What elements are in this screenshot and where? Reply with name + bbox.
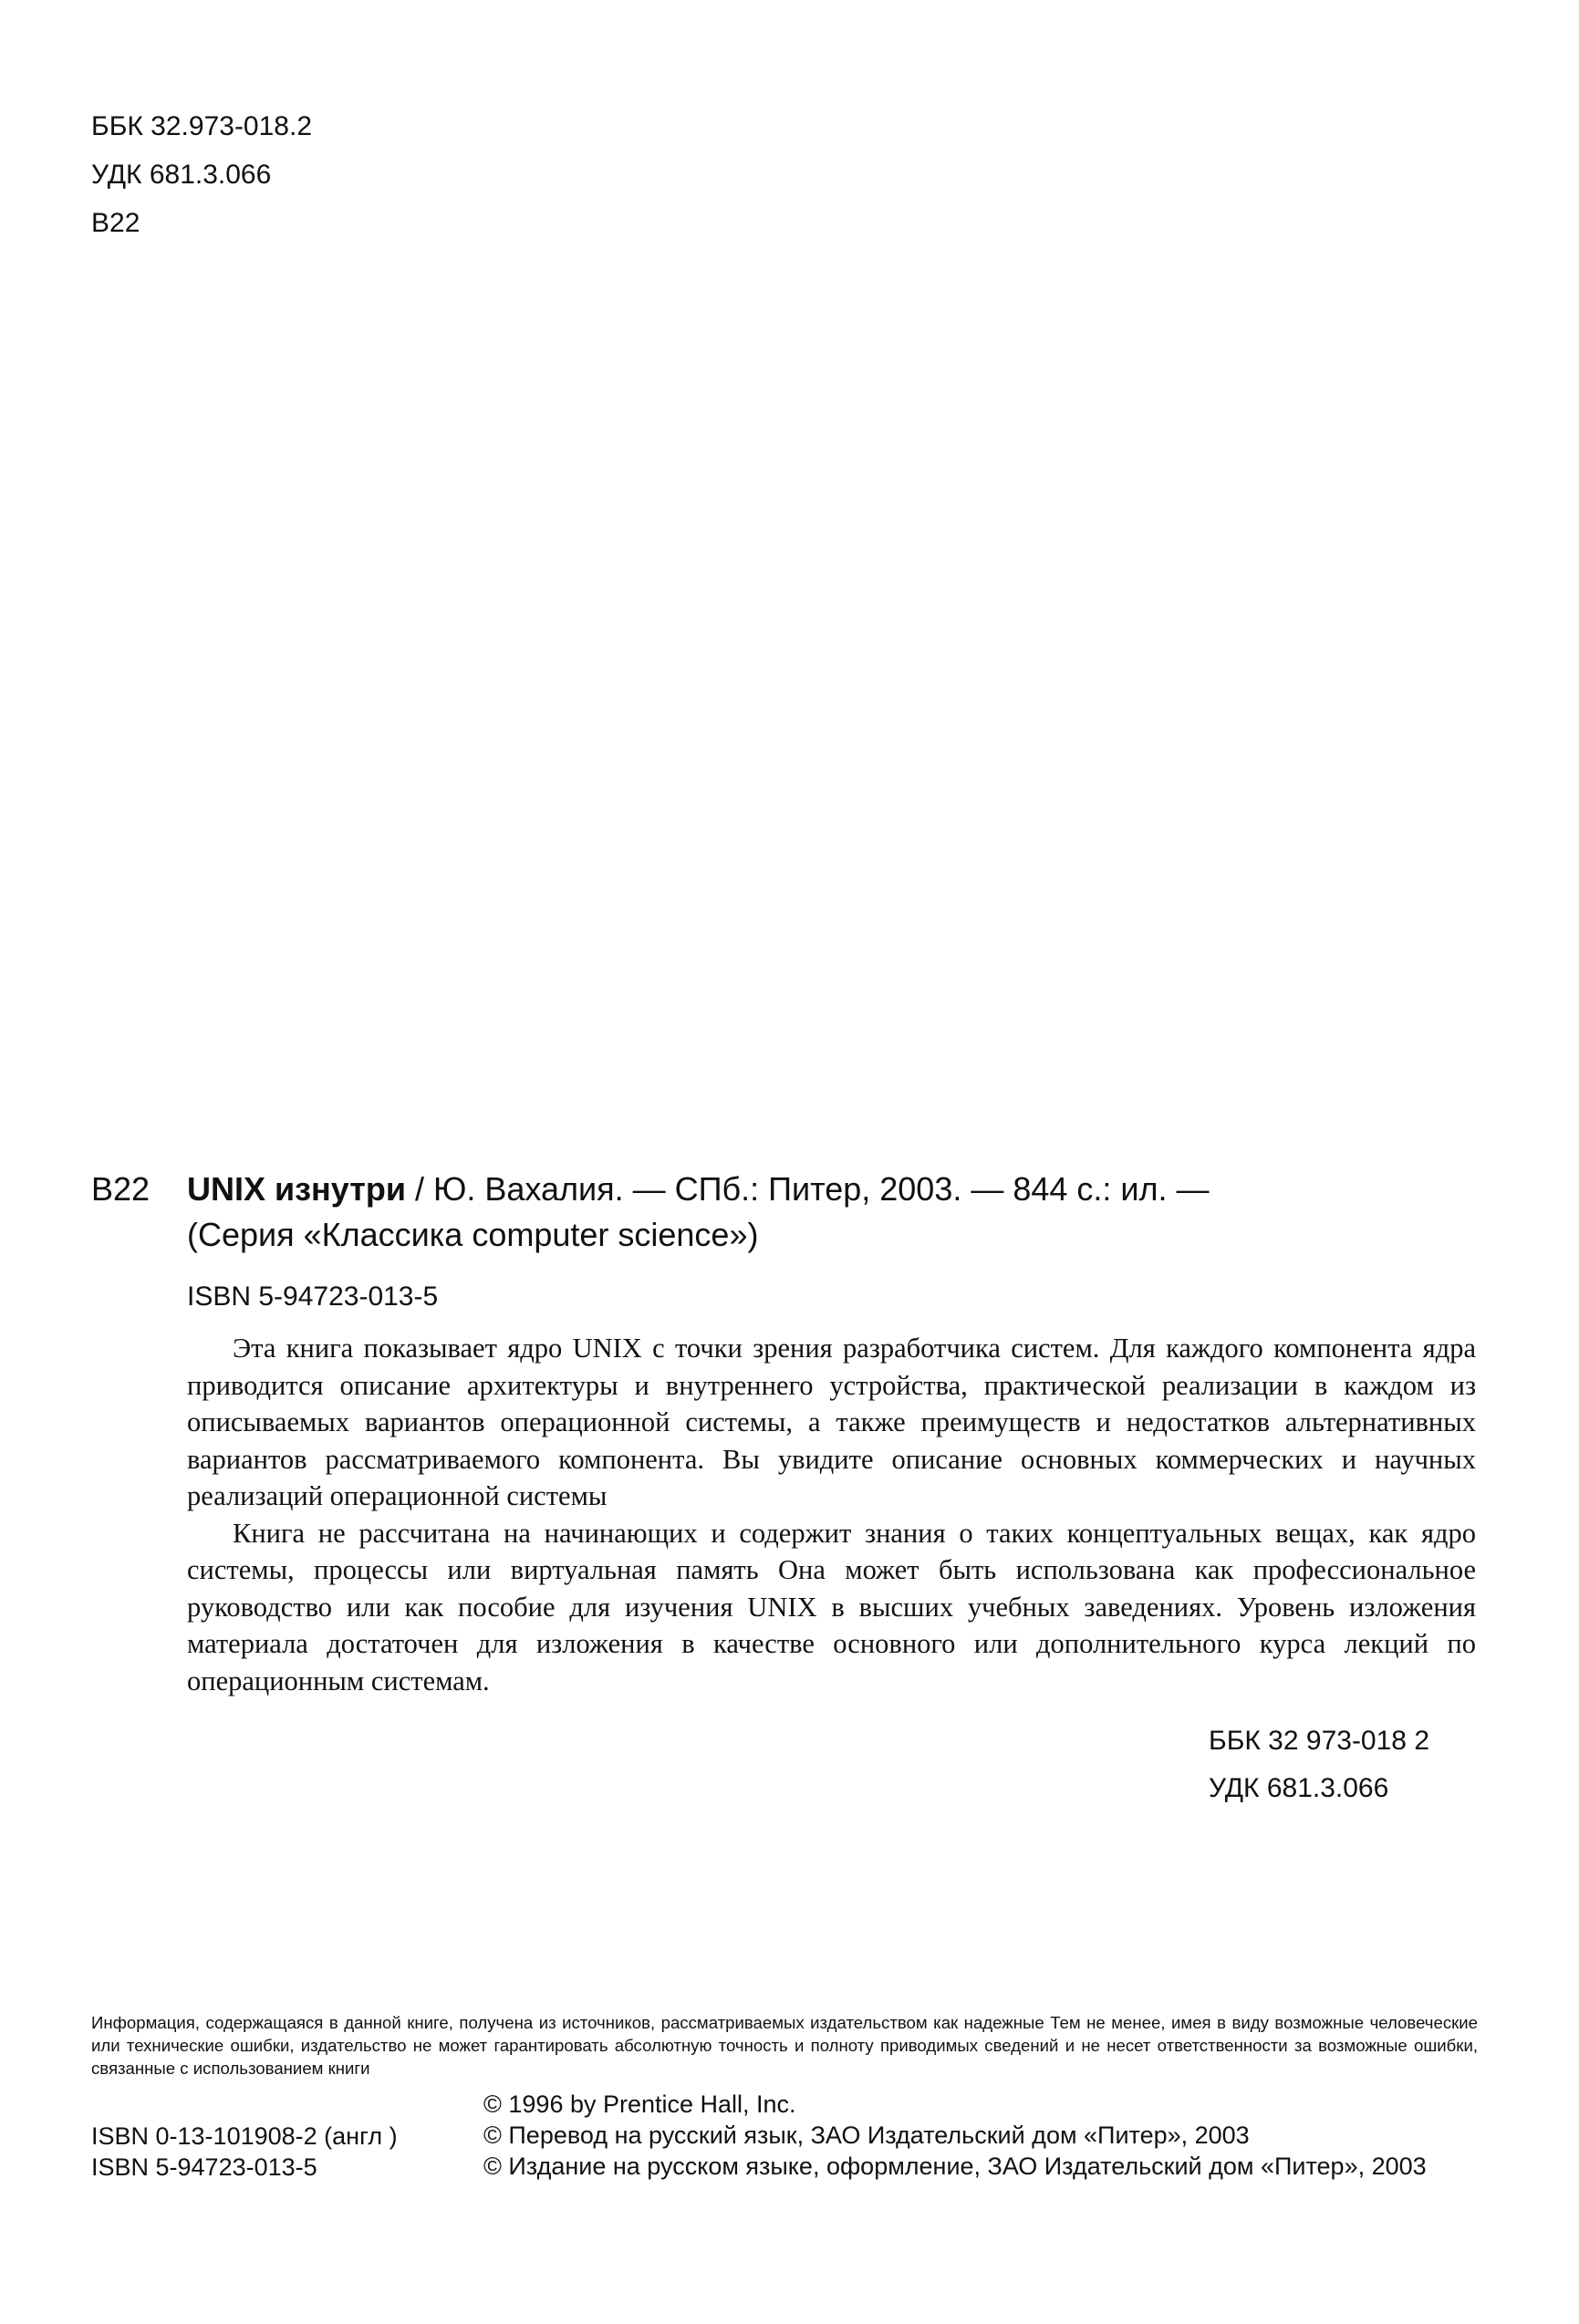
annotation (187, 1330, 1476, 1699)
footer-classification (1209, 1717, 1429, 1812)
footer-udk: УДК 681.3.066 (1209, 1773, 1389, 1803)
disclaimer: Информация, содержащаяся в данной книге, получена из источников, рассматриваемых издательством как надежные Тем не менее, имея в виду возможные человеческие или технические ошибки, издательство не может гарантировать абсолютную точность и полноту приводимых сведений и не несет ответственности за возможные ошибки, связанные с использованием книги (91, 2013, 1478, 2078)
footer-bbk: ББК 32 973-018 2 (1209, 1726, 1430, 1756)
entry-isbn: ISBN 5-94723-013-5 (187, 1281, 439, 1312)
entry-series: (Серия «Классика computer science») (187, 1216, 759, 1253)
header-udk: УДК 681.3.066 (91, 160, 272, 190)
header-classification (91, 102, 312, 247)
book-title: UNIX изнутри (187, 1170, 406, 1208)
copyright-list (483, 2089, 1427, 2182)
annotation-paragraph: Эта книга показывает ядро UNIX с точки зрения разработчика систем. Для каждого компонента ядра приводится описание архитектуры и внутреннего устройства, практической реализации в каждом из описываемых вариантов операционной системы, а также преимуществ и недостатков альтернативных вариантов рассматриваемого компонента. Вы увидите описание основных коммерческих и научных реализаций операционной системы (187, 1333, 1476, 1511)
copyright-line: © Издание на русском языке, оформление, ЗАО Издательский дом «Питер», 2003 (483, 2153, 1427, 2180)
copyright-line: © Перевод на русский язык, ЗАО Издательский дом «Питер», 2003 (483, 2122, 1250, 2149)
isbn-list (91, 2121, 398, 2183)
entry-bibliographic-line (187, 1170, 1210, 1209)
entry-details: / Ю. Вахалия. — СПб.: Питер, 2003. — 844 с.: ил. — (406, 1170, 1210, 1208)
annotation-paragraph: Книга не рассчитана на начинающих и содержит знания о таких концептуальных вещах, как ядро системы, процессы или виртуальная память Она может быть использована как профессиональное руководство или как пособие для изучения UNIX в высших учебных заведениях. Уровень изложения материала достаточен для изложения в качестве основного или дополнительного курса лекций по операционным системам. (187, 1517, 1476, 1696)
isbn-russian: ISBN 5-94723-013-5 (91, 2153, 317, 2181)
entry-code: В22 (91, 1170, 151, 1208)
isbn-english: ISBN 0-13-101908-2 (англ ) (91, 2122, 398, 2150)
copyright-line: © 1996 by Prentice Hall, Inc. (483, 2091, 796, 2118)
header-code: В22 (91, 208, 140, 238)
header-bbk: ББК 32.973-018.2 (91, 111, 313, 141)
